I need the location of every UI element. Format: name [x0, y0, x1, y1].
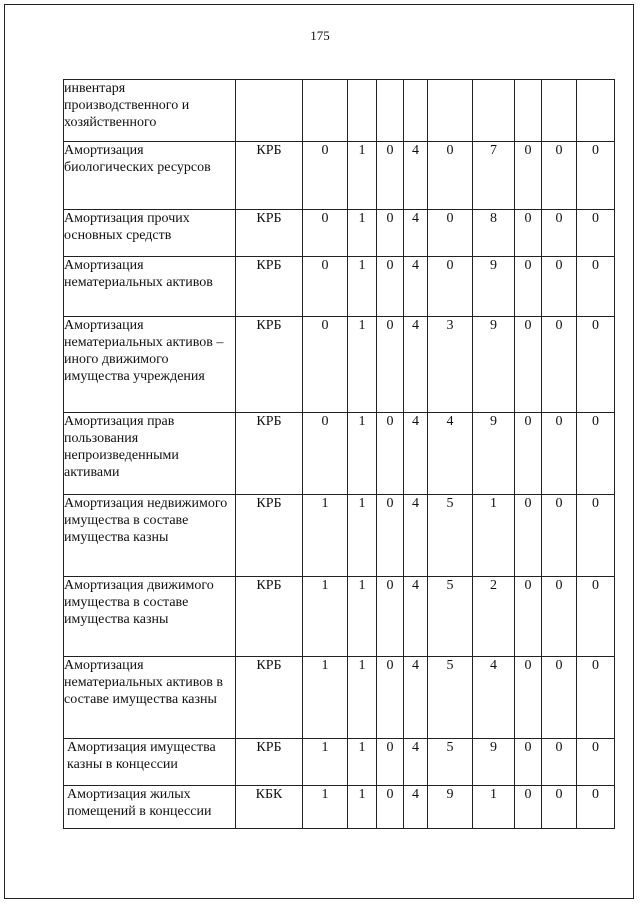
code-kind-cell: КРБ	[236, 210, 303, 257]
code-digit-cell: 1	[348, 786, 377, 829]
account-name-cell: Амортизация прочих основных средств	[64, 210, 236, 257]
code-digit-cell: 0	[377, 657, 404, 739]
code-digit-cell: 5	[428, 739, 473, 786]
code-digit-cell: 1	[473, 786, 515, 829]
account-name-cell: Амортизация движимого имущества в составе имущества казны	[64, 577, 236, 657]
code-digit-cell: 4	[428, 413, 473, 495]
code-kind-cell: КРБ	[236, 142, 303, 210]
code-digit-cell: 0	[542, 210, 577, 257]
code-digit-cell: 1	[348, 739, 377, 786]
account-name-cell: инвентаря производственного и хозяйственного	[64, 80, 236, 142]
code-digit-cell: 0	[542, 317, 577, 413]
code-digit-cell: 0	[577, 142, 615, 210]
code-digit-cell: 1	[348, 257, 377, 317]
page-number: 175	[310, 28, 330, 43]
code-digit-cell	[348, 80, 377, 142]
code-kind-cell: КРБ	[236, 317, 303, 413]
code-digit-cell: 4	[404, 142, 428, 210]
code-digit-cell: 9	[428, 786, 473, 829]
account-name-cell: Амортизация нематериальных активов в составе имущества казны	[64, 657, 236, 739]
code-digit-cell	[428, 80, 473, 142]
code-digit-cell: 0	[515, 257, 542, 317]
code-digit-cell: 1	[348, 413, 377, 495]
table-row	[64, 657, 615, 739]
account-name-cell: Амортизация нематериальных активов – иного движимого имущества учреждения	[64, 317, 236, 413]
code-kind-cell: КРБ	[236, 413, 303, 495]
code-digit-cell: 4	[404, 317, 428, 413]
code-digit-cell: 1	[473, 495, 515, 577]
code-digit-cell: 1	[348, 142, 377, 210]
code-digit-cell	[515, 80, 542, 142]
code-kind-cell: КРБ	[236, 657, 303, 739]
account-name-cell: Амортизация биологических ресурсов	[64, 142, 236, 210]
code-digit-cell: 0	[542, 257, 577, 317]
code-digit-cell: 0	[515, 786, 542, 829]
code-digit-cell: 4	[404, 786, 428, 829]
code-digit-cell: 0	[377, 495, 404, 577]
code-digit-cell: 0	[303, 413, 348, 495]
table-row	[64, 210, 615, 257]
code-digit-cell: 0	[577, 739, 615, 786]
code-digit-cell: 4	[404, 495, 428, 577]
table-row	[64, 495, 615, 577]
code-digit-cell: 0	[542, 786, 577, 829]
code-digit-cell: 4	[404, 657, 428, 739]
code-digit-cell: 9	[473, 413, 515, 495]
code-digit-cell	[473, 80, 515, 142]
account-name-cell: Амортизация нематериальных активов	[64, 257, 236, 317]
code-digit-cell	[577, 80, 615, 142]
code-digit-cell	[404, 80, 428, 142]
code-digit-cell: 1	[303, 786, 348, 829]
table-row	[64, 142, 615, 210]
code-digit-cell: 0	[377, 413, 404, 495]
code-digit-cell: 0	[542, 657, 577, 739]
table-row	[64, 317, 615, 413]
account-name-cell: Амортизация недвижимого имущества в составе имущества казны	[64, 495, 236, 577]
code-kind-cell: КРБ	[236, 739, 303, 786]
code-digit-cell: 4	[404, 577, 428, 657]
code-digit-cell: 5	[428, 495, 473, 577]
code-digit-cell: 0	[542, 413, 577, 495]
code-digit-cell: 0	[577, 786, 615, 829]
code-digit-cell: 0	[577, 210, 615, 257]
code-digit-cell: 0	[377, 257, 404, 317]
code-digit-cell: 0	[515, 739, 542, 786]
table-row	[64, 739, 615, 786]
code-digit-cell: 0	[515, 210, 542, 257]
table-row	[64, 257, 615, 317]
code-digit-cell: 0	[515, 657, 542, 739]
code-digit-cell: 0	[515, 142, 542, 210]
account-name-cell: Амортизация имущества казны в концессии	[64, 739, 236, 786]
code-digit-cell: 8	[473, 210, 515, 257]
code-digit-cell	[542, 80, 577, 142]
code-digit-cell: 0	[303, 257, 348, 317]
code-digit-cell: 1	[348, 317, 377, 413]
code-digit-cell: 1	[303, 577, 348, 657]
code-digit-cell: 0	[577, 317, 615, 413]
table-row	[64, 413, 615, 495]
code-digit-cell: 0	[377, 210, 404, 257]
code-digit-cell: 0	[542, 739, 577, 786]
code-digit-cell: 1	[303, 657, 348, 739]
code-digit-cell: 5	[428, 657, 473, 739]
code-digit-cell: 4	[404, 739, 428, 786]
code-digit-cell: 7	[473, 142, 515, 210]
code-digit-cell: 3	[428, 317, 473, 413]
account-name-cell: Амортизация жилых помещений в концессии	[64, 786, 236, 829]
code-kind-cell: КРБ	[236, 495, 303, 577]
code-digit-cell	[377, 80, 404, 142]
code-digit-cell: 0	[542, 495, 577, 577]
code-digit-cell: 1	[303, 739, 348, 786]
code-digit-cell: 0	[515, 495, 542, 577]
account-codes-table	[63, 79, 615, 829]
code-digit-cell: 0	[377, 739, 404, 786]
code-digit-cell: 0	[577, 257, 615, 317]
code-digit-cell: 0	[515, 577, 542, 657]
table-row	[64, 80, 615, 142]
code-digit-cell: 0	[377, 142, 404, 210]
code-digit-cell: 4	[404, 413, 428, 495]
code-kind-cell: КРБ	[236, 577, 303, 657]
code-digit-cell: 0	[577, 495, 615, 577]
code-digit-cell: 0	[377, 317, 404, 413]
account-name-cell: Амортизация прав пользования непроизведенными активами	[64, 413, 236, 495]
code-digit-cell: 0	[377, 577, 404, 657]
code-kind-cell: КБК	[236, 786, 303, 829]
code-digit-cell: 4	[404, 257, 428, 317]
code-digit-cell: 4	[404, 210, 428, 257]
code-digit-cell: 0	[428, 142, 473, 210]
code-digit-cell: 0	[377, 786, 404, 829]
table-row	[64, 577, 615, 657]
code-digit-cell: 0	[542, 142, 577, 210]
code-digit-cell: 0	[303, 317, 348, 413]
code-digit-cell: 1	[303, 495, 348, 577]
code-digit-cell: 0	[428, 257, 473, 317]
code-kind-cell: КРБ	[236, 257, 303, 317]
code-digit-cell: 0	[577, 413, 615, 495]
code-digit-cell: 0	[577, 657, 615, 739]
code-digit-cell	[303, 80, 348, 142]
code-digit-cell: 9	[473, 739, 515, 786]
code-digit-cell: 4	[473, 657, 515, 739]
code-kind-cell	[236, 80, 303, 142]
code-digit-cell: 0	[577, 577, 615, 657]
code-digit-cell: 9	[473, 257, 515, 317]
code-digit-cell: 5	[428, 577, 473, 657]
code-digit-cell: 0	[515, 317, 542, 413]
code-digit-cell: 0	[303, 210, 348, 257]
code-digit-cell: 1	[348, 210, 377, 257]
code-digit-cell: 0	[542, 577, 577, 657]
code-digit-cell: 2	[473, 577, 515, 657]
code-digit-cell: 0	[303, 142, 348, 210]
code-digit-cell: 9	[473, 317, 515, 413]
code-digit-cell: 1	[348, 657, 377, 739]
code-digit-cell: 0	[428, 210, 473, 257]
code-digit-cell: 1	[348, 495, 377, 577]
table-row	[64, 786, 615, 829]
code-digit-cell: 1	[348, 577, 377, 657]
code-digit-cell: 0	[515, 413, 542, 495]
